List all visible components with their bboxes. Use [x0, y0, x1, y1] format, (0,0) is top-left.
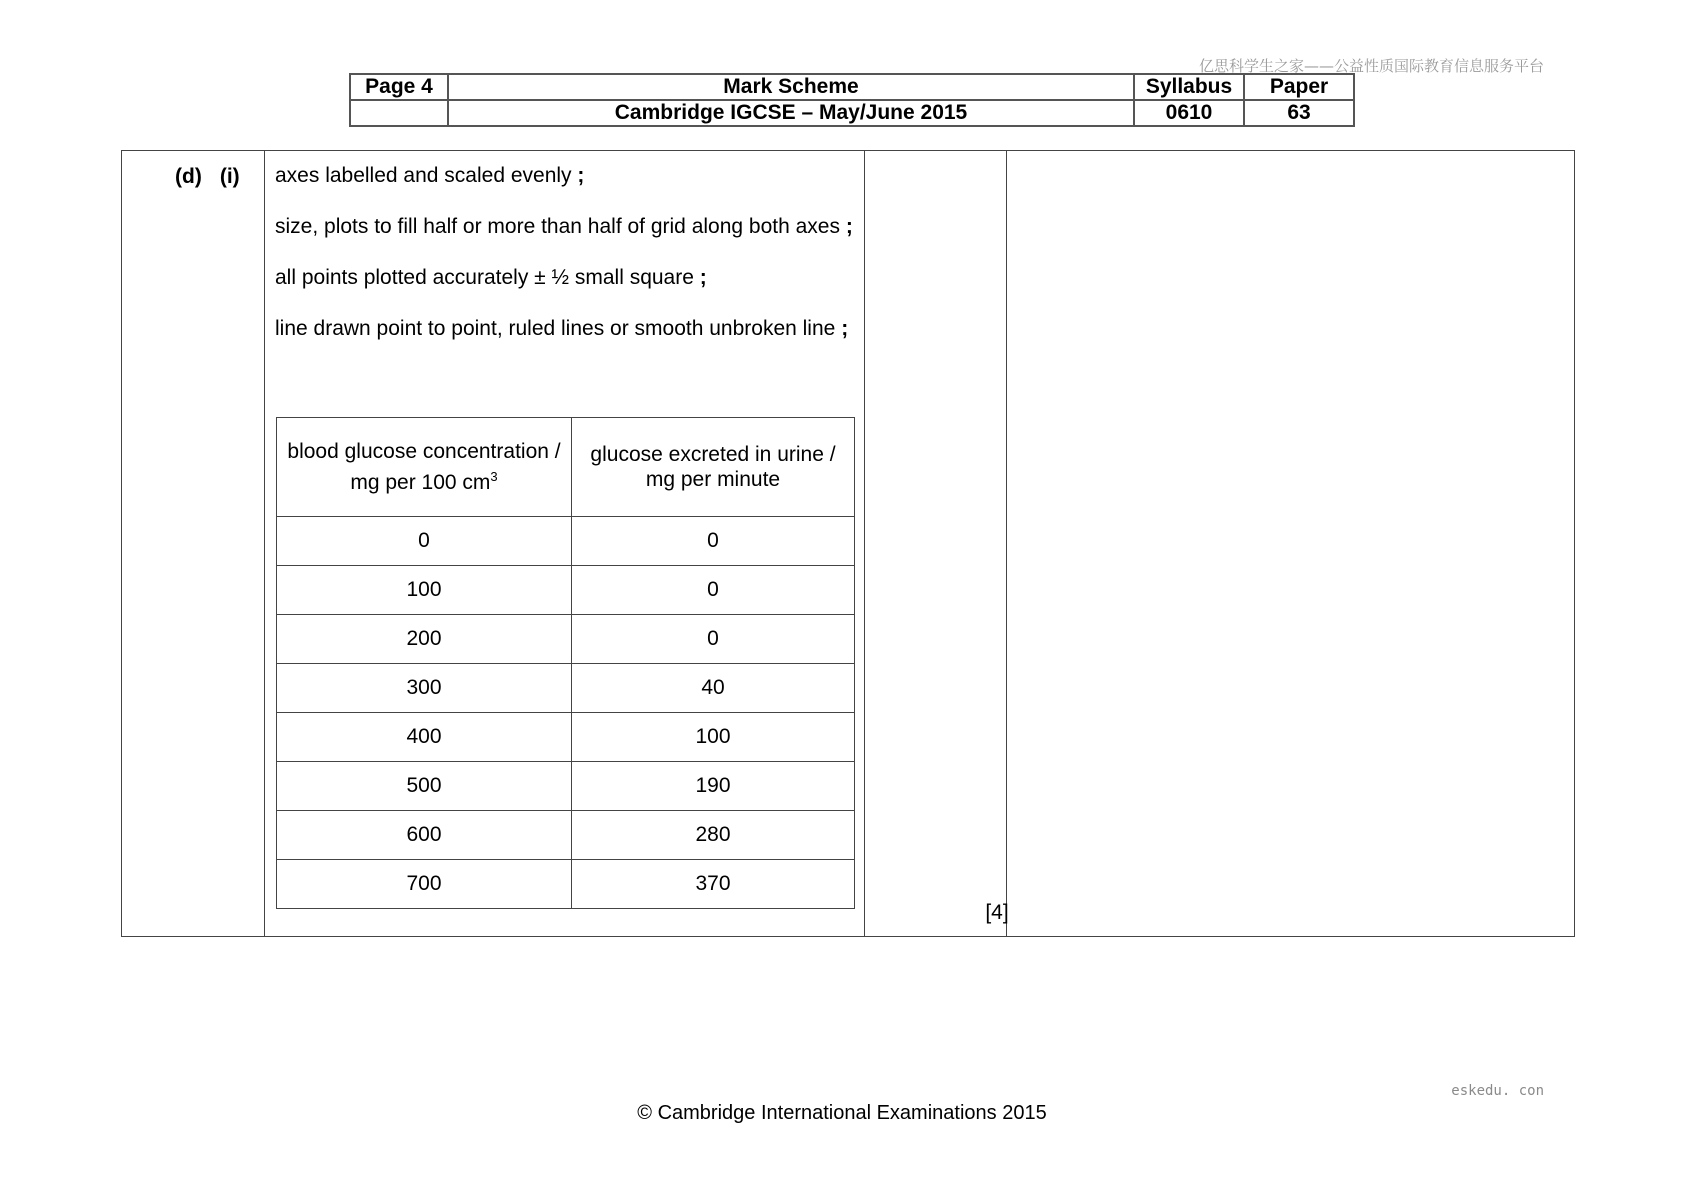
table-row [277, 713, 855, 762]
glucose-data-table [276, 417, 855, 909]
table-cell: 100 [572, 713, 855, 762]
column-header-blood-glucose: blood glucose concentration / mg per 100 $cm^3$ [277, 418, 572, 517]
watermark-top: 亿思科学生之家——公益性质国际教育信息服务平台 [1198, 57, 1544, 75]
answer-points [275, 163, 855, 367]
table-row [277, 762, 855, 811]
table-row [277, 566, 855, 615]
question-subpart: (i) [219, 165, 240, 188]
marks-total: [4] [985, 901, 1009, 924]
answer-point: axes labelled and scaled evenly ; [275, 164, 585, 187]
header-table [349, 73, 1355, 127]
page-number: Page 4 [350, 74, 448, 100]
table-cell: 700 [277, 860, 572, 909]
question-number [175, 165, 240, 189]
table-cell: 100 [277, 566, 572, 615]
table-cell: 200 [277, 615, 572, 664]
answer-point: line drawn point to point, ruled lines or smooth unbroken line ; [275, 317, 849, 340]
column-divider [1006, 151, 1007, 936]
column-header-glucose-excreted: glucose excreted in urine / mg per minute [572, 418, 855, 517]
syllabus-label: Syllabus [1134, 74, 1244, 100]
table-row [277, 664, 855, 713]
mark-scheme-table [121, 150, 1575, 937]
document-title: Mark Scheme [448, 74, 1134, 100]
answer-point: all points plotted accurately ± ½ small square ; [275, 266, 707, 289]
column-divider [264, 151, 265, 936]
paper-label: Paper [1244, 74, 1354, 100]
question-part: (d) [175, 165, 202, 188]
table-cell: 300 [277, 664, 572, 713]
table-cell: 190 [572, 762, 855, 811]
table-row [277, 860, 855, 909]
paper-number: 63 [1244, 100, 1354, 126]
column-divider [864, 151, 865, 936]
table-cell: 0 [277, 517, 572, 566]
table-cell: 600 [277, 811, 572, 860]
table-cell: 280 [572, 811, 855, 860]
table-row [277, 517, 855, 566]
table-row [277, 615, 855, 664]
table-row [277, 811, 855, 860]
syllabus-code: 0610 [1134, 100, 1244, 126]
table-cell: 40 [572, 664, 855, 713]
table-cell: 0 [572, 615, 855, 664]
table-cell: 0 [572, 517, 855, 566]
empty-cell [350, 100, 448, 126]
answer-point: size, plots to fill half or more than half of grid along both axes ; [275, 215, 853, 238]
copyright-footer: © Cambridge International Examinations 2015 [637, 1102, 1047, 1124]
table-cell: 0 [572, 566, 855, 615]
table-cell: 370 [572, 860, 855, 909]
table-cell: 400 [277, 713, 572, 762]
document-subtitle: Cambridge IGCSE – May/June 2015 [448, 100, 1134, 126]
table-cell: 500 [277, 762, 572, 811]
watermark-bottom: eskedu. con [1451, 1083, 1544, 1099]
